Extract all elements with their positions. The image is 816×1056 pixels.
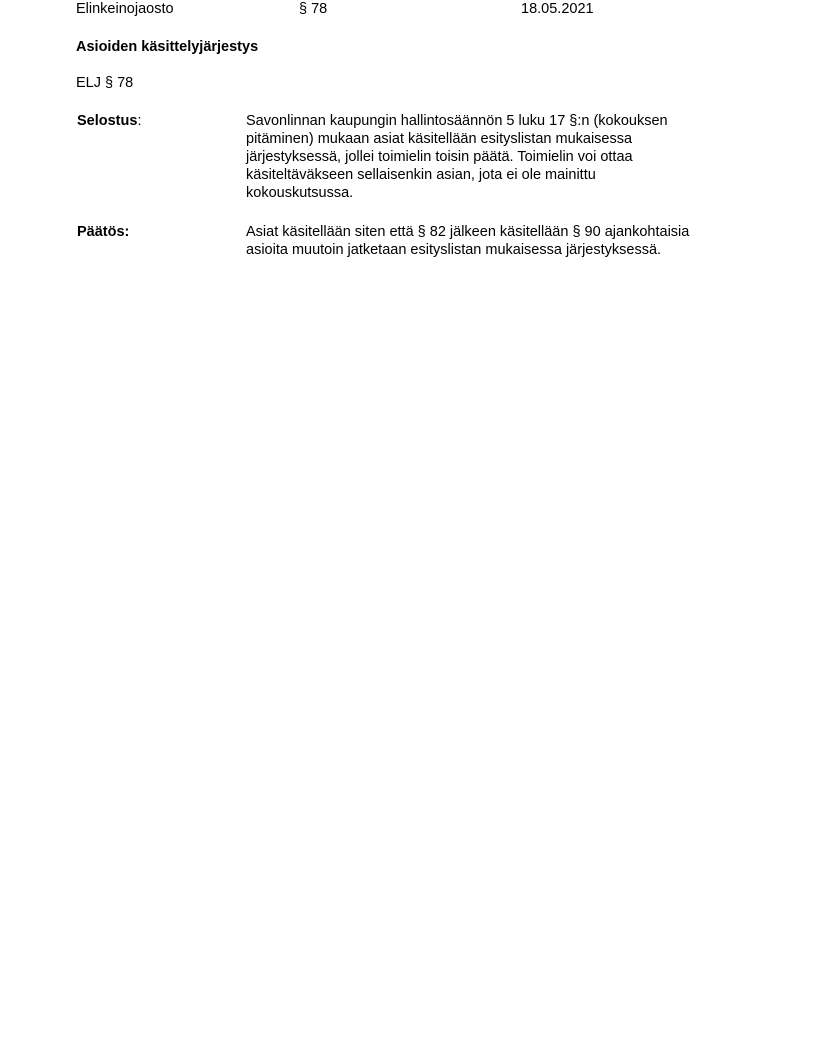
header-date: 18.05.2021 xyxy=(521,1,594,17)
section-label-selostus xyxy=(77,112,141,130)
paragraph-line: pitäminen) mukaan asiat käsitellään esityslistan mukaisessa xyxy=(246,131,633,147)
section-text-selostus xyxy=(246,112,746,202)
paragraph-line: Savonlinnan kaupungin hallintosäännön 5 luku 17 §:n (kokouksen xyxy=(246,113,668,129)
section-label-paatos xyxy=(77,223,129,241)
section-text-paatos xyxy=(246,223,746,259)
document-title: Asioiden käsittelyjärjestys xyxy=(76,39,259,55)
section-label-text: Selostus xyxy=(77,113,138,129)
section-label-text: Päätös: xyxy=(77,224,130,240)
paragraph-line: asioita muutoin jatketaan esityslistan mukaisessa järjestyksessä. xyxy=(246,242,662,258)
paragraph-line: käsiteltäväkseen sellaisenkin asian, jota ei ole mainittu xyxy=(246,167,596,183)
header-section-number: § 78 xyxy=(299,1,328,17)
paragraph-line: kokouskutsussa. xyxy=(246,185,354,201)
paragraph-line: järjestyksessä, jollei toimielin toisin päätä. Toimielin voi ottaa xyxy=(246,149,633,165)
document-reference: ELJ § 78 xyxy=(76,75,134,91)
paragraph-line: Asiat käsitellään siten että § 82 jälkeen käsitellään § 90 ajankohtaisia xyxy=(246,224,690,240)
header-body-name: Elinkeinojaosto xyxy=(76,1,174,17)
section-label-suffix: : xyxy=(137,113,142,129)
